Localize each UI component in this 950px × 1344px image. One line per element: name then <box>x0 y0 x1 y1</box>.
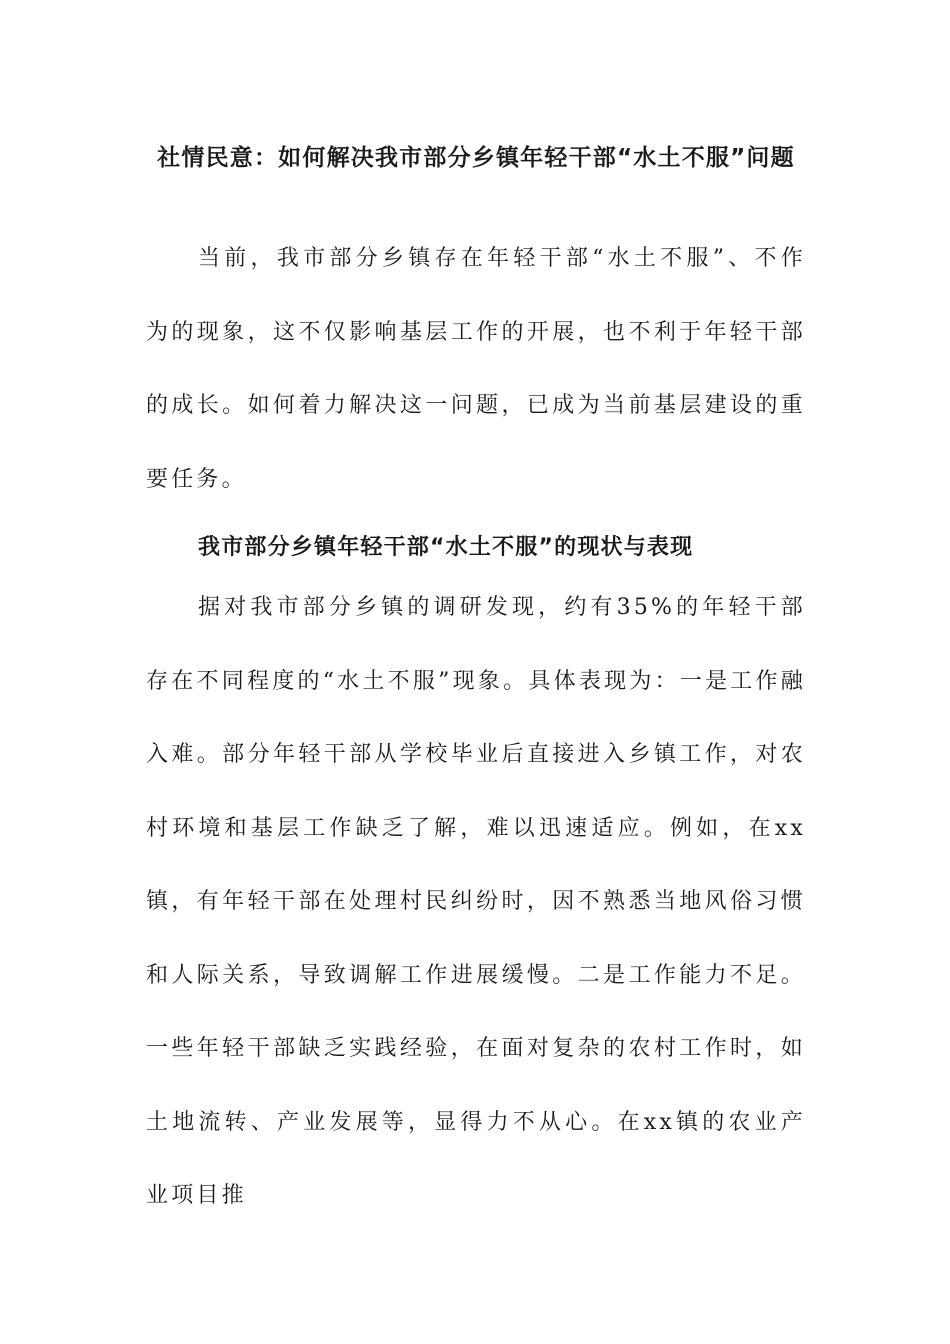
section-heading: 我市部分乡镇年轻干部“水土不服”的现状与表现 <box>198 535 694 560</box>
document-title: 社情民意：如何解决我市部分乡镇年轻干部“水土不服”问题 <box>157 145 795 171</box>
body-paragraph: 据对我市部分乡镇的调研发现，约有35%的年轻干部存在不同程度的“水土不服”现象。具体表现为：一是工作融入难。部分年轻干部从学校毕业后直接进入乡镇工作，对农村环境和基层工作缺乏了解，难以迅速适应。例如，在xx镇，有年轻干部在处理村民纠纷时，因不熟悉当地风俗习惯和人际关系，导致调解工作进展缓慢。二是工作能力不足。一些年轻干部缺乏实践经验，在面对复杂的农村工作时，如土地流转、产业发展等，显得力不从心。在xx镇的农业产业项目推 <box>146 595 806 1208</box>
intro-paragraph: 当前，我市部分乡镇存在年轻干部“水土不服”、不作为的现象，这不仅影响基层工作的开展，也不利于年轻干部的成长。如何着力解决这一问题，已成为当前基层建设的重要任务。 <box>146 246 806 492</box>
